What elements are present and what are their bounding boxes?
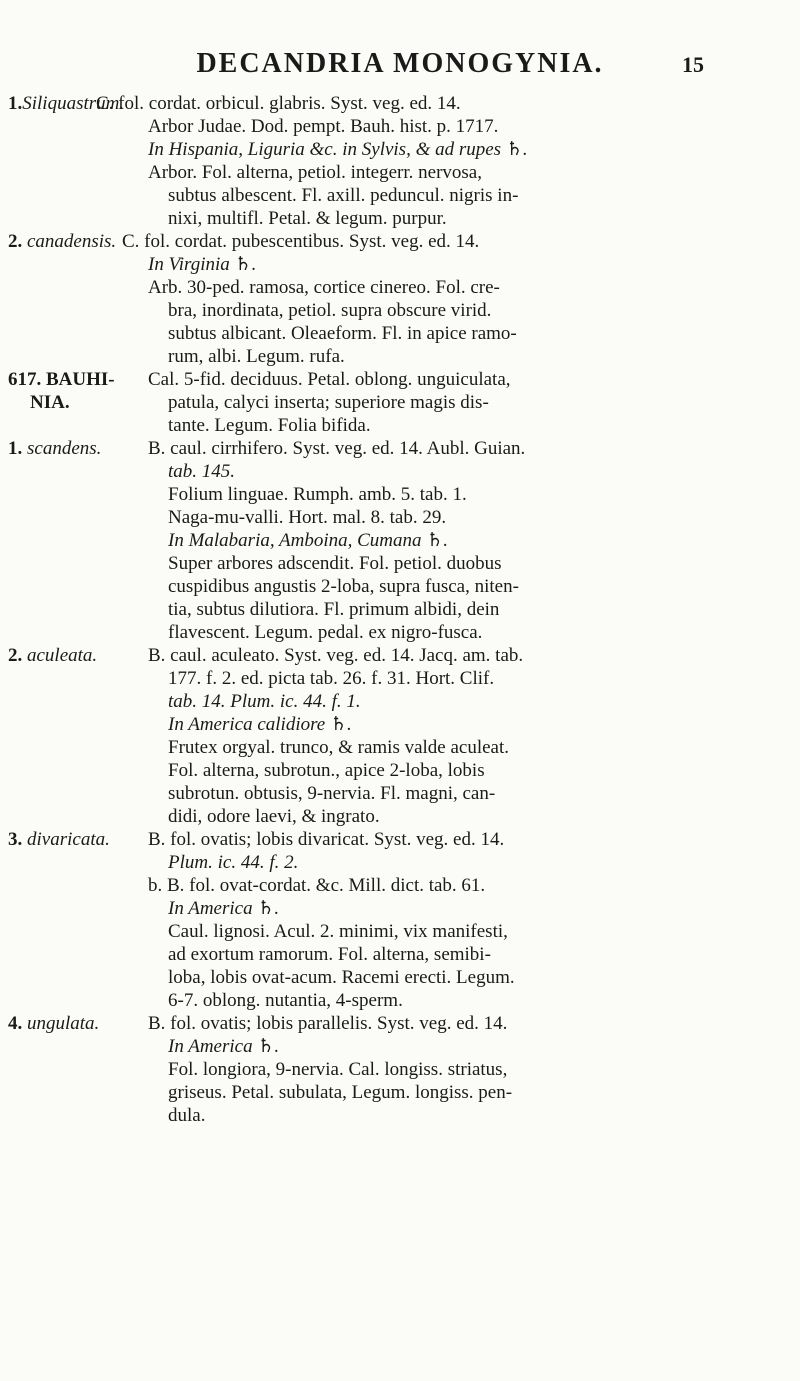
species-entry — [0, 828, 800, 1012]
entry-line: loba, lobis ovat-acum. Racemi erecti. Legum. — [168, 967, 515, 988]
entry-label: 3. divaricata. — [8, 829, 110, 850]
entry-line: 6-7. oblong. nutantia, 4-sperm. — [168, 990, 403, 1011]
entry-line: tia, subtus dilutiora. Fl. primum albidi, dein — [168, 599, 500, 620]
entry-line: cuspidibus angustis 2-loba, supra fusca, niten- — [168, 576, 519, 597]
entry-line: In Virginia ♄. — [148, 254, 257, 275]
entry-line: Fol. longiora, 9-nervia. Cal. longiss. striatus, — [168, 1059, 508, 1080]
entry-line: In America calidiore ♄. — [168, 714, 352, 735]
entry-label: 4. ungulata. — [8, 1013, 100, 1034]
genus-label: 617. BAUHI- — [8, 369, 115, 390]
entry-line: Arbor. Fol. alterna, petiol. integerr. nervosa, — [148, 162, 482, 183]
entry-line: Arb. 30-ped. ramosa, cortice cinereo. Fol. cre- — [148, 277, 500, 298]
entry-line: Fol. alterna, subrotun., apice 2-loba, lobis — [168, 760, 485, 781]
entries-list — [0, 92, 800, 1127]
entry-line: In America ♄. — [168, 1036, 280, 1057]
entry-line: dula. — [168, 1105, 206, 1126]
entry-line: In Hispania, Liguria &c. in Sylvis, & ad rupes ♄. — [148, 139, 528, 160]
page-header-title: DECANDRIA MONOGYNIA. — [196, 48, 604, 79]
entry-label: 2. aculeata. — [8, 645, 98, 666]
entry-line: Caul. lignosi. Acul. 2. minimi, vix manifesti, — [168, 921, 508, 942]
entry-label: 2. canadensis. — [8, 231, 117, 252]
entry-line: subrotun. obtusis, 9-nervia. Fl. magni, can- — [168, 783, 496, 804]
entry-line: ad exortum ramorum. Fol. alterna, semibi- — [168, 944, 491, 965]
entry-line: In Malabaria, Amboina, Cumana ♄. — [168, 530, 449, 551]
entry-line: b. B. fol. ovat-cordat. &c. Mill. dict. tab. 61. — [148, 875, 486, 896]
entry-label: 1.Siliquastrum. — [8, 93, 125, 114]
genus-entry — [0, 368, 800, 437]
species-entry — [0, 437, 800, 644]
entry-line: Cal. 5-fid. deciduus. Petal. oblong. unguiculata, — [148, 369, 511, 390]
entry-line: tante. Legum. Folia bifida. — [168, 415, 371, 436]
entry-line: griseus. Petal. subulata, Legum. longiss. pen- — [168, 1082, 513, 1103]
entry-line: 177. f. 2. ed. picta tab. 26. f. 31. Hort. Clif. — [168, 668, 495, 689]
entry-line: flavescent. Legum. pedal. ex nigro-fusca. — [168, 622, 483, 643]
entry-line: nixi, multifl. Petal. & legum. purpur. — [168, 208, 447, 229]
entry-line: subtus albescent. Fl. axill. peduncul. nigris in- — [168, 185, 519, 206]
species-entry — [0, 92, 800, 230]
entry-line: Naga-mu-valli. Hort. mal. 8. tab. 29. — [168, 507, 447, 528]
entry-line: In America ♄. — [168, 898, 280, 919]
entry-line: B. caul. aculeato. Syst. veg. ed. 14. Jacq. am. tab. — [148, 645, 524, 666]
entry-line: Frutex orgyal. trunco, & ramis valde aculeat. — [168, 737, 510, 758]
page-number: 15 — [682, 52, 704, 77]
entry-label: 1. scandens. — [8, 438, 102, 459]
entry-line: didi, odore laevi, & ingrato. — [168, 806, 380, 827]
entry-line: C. fol. cordat. orbicul. glabris. Syst. veg. ed. 14. — [96, 93, 461, 114]
entry-line: B. caul. cirrhifero. Syst. veg. ed. 14. Aubl. Guian. — [148, 438, 526, 459]
species-entry — [0, 230, 800, 368]
entry-line: C. fol. cordat. pubescentibus. Syst. veg. ed. 14. — [122, 231, 480, 252]
entry-line: B. fol. ovatis; lobis divaricat. Syst. veg. ed. 14. — [148, 829, 505, 850]
entry-line: Super arbores adscendit. Fol. petiol. duobus — [168, 553, 502, 574]
entry-line: Plum. ic. 44. f. 2. — [168, 852, 299, 873]
entry-line: tab. 14. Plum. ic. 44. f. 1. — [168, 691, 361, 712]
species-entry — [0, 644, 800, 828]
entry-line: Folium linguae. Rumph. amb. 5. tab. 1. — [168, 484, 467, 505]
entry-line: bra, inordinata, petiol. supra obscure virid. — [168, 300, 492, 321]
entry-line: subtus albicant. Oleaeform. Fl. in apice ramo- — [168, 323, 517, 344]
entry-line: Arbor Judae. Dod. pempt. Bauh. hist. p. 1717. — [148, 116, 499, 137]
genus-label-cont: NIA. — [30, 392, 70, 413]
entry-line: patula, calyci inserta; superiore magis dis- — [168, 392, 489, 413]
entry-line: rum, albi. Legum. rufa. — [168, 346, 345, 367]
entry-line: tab. 145. — [168, 461, 236, 482]
species-entry — [0, 1012, 800, 1127]
entry-line: B. fol. ovatis; lobis parallelis. Syst. veg. ed. 14. — [148, 1013, 508, 1034]
